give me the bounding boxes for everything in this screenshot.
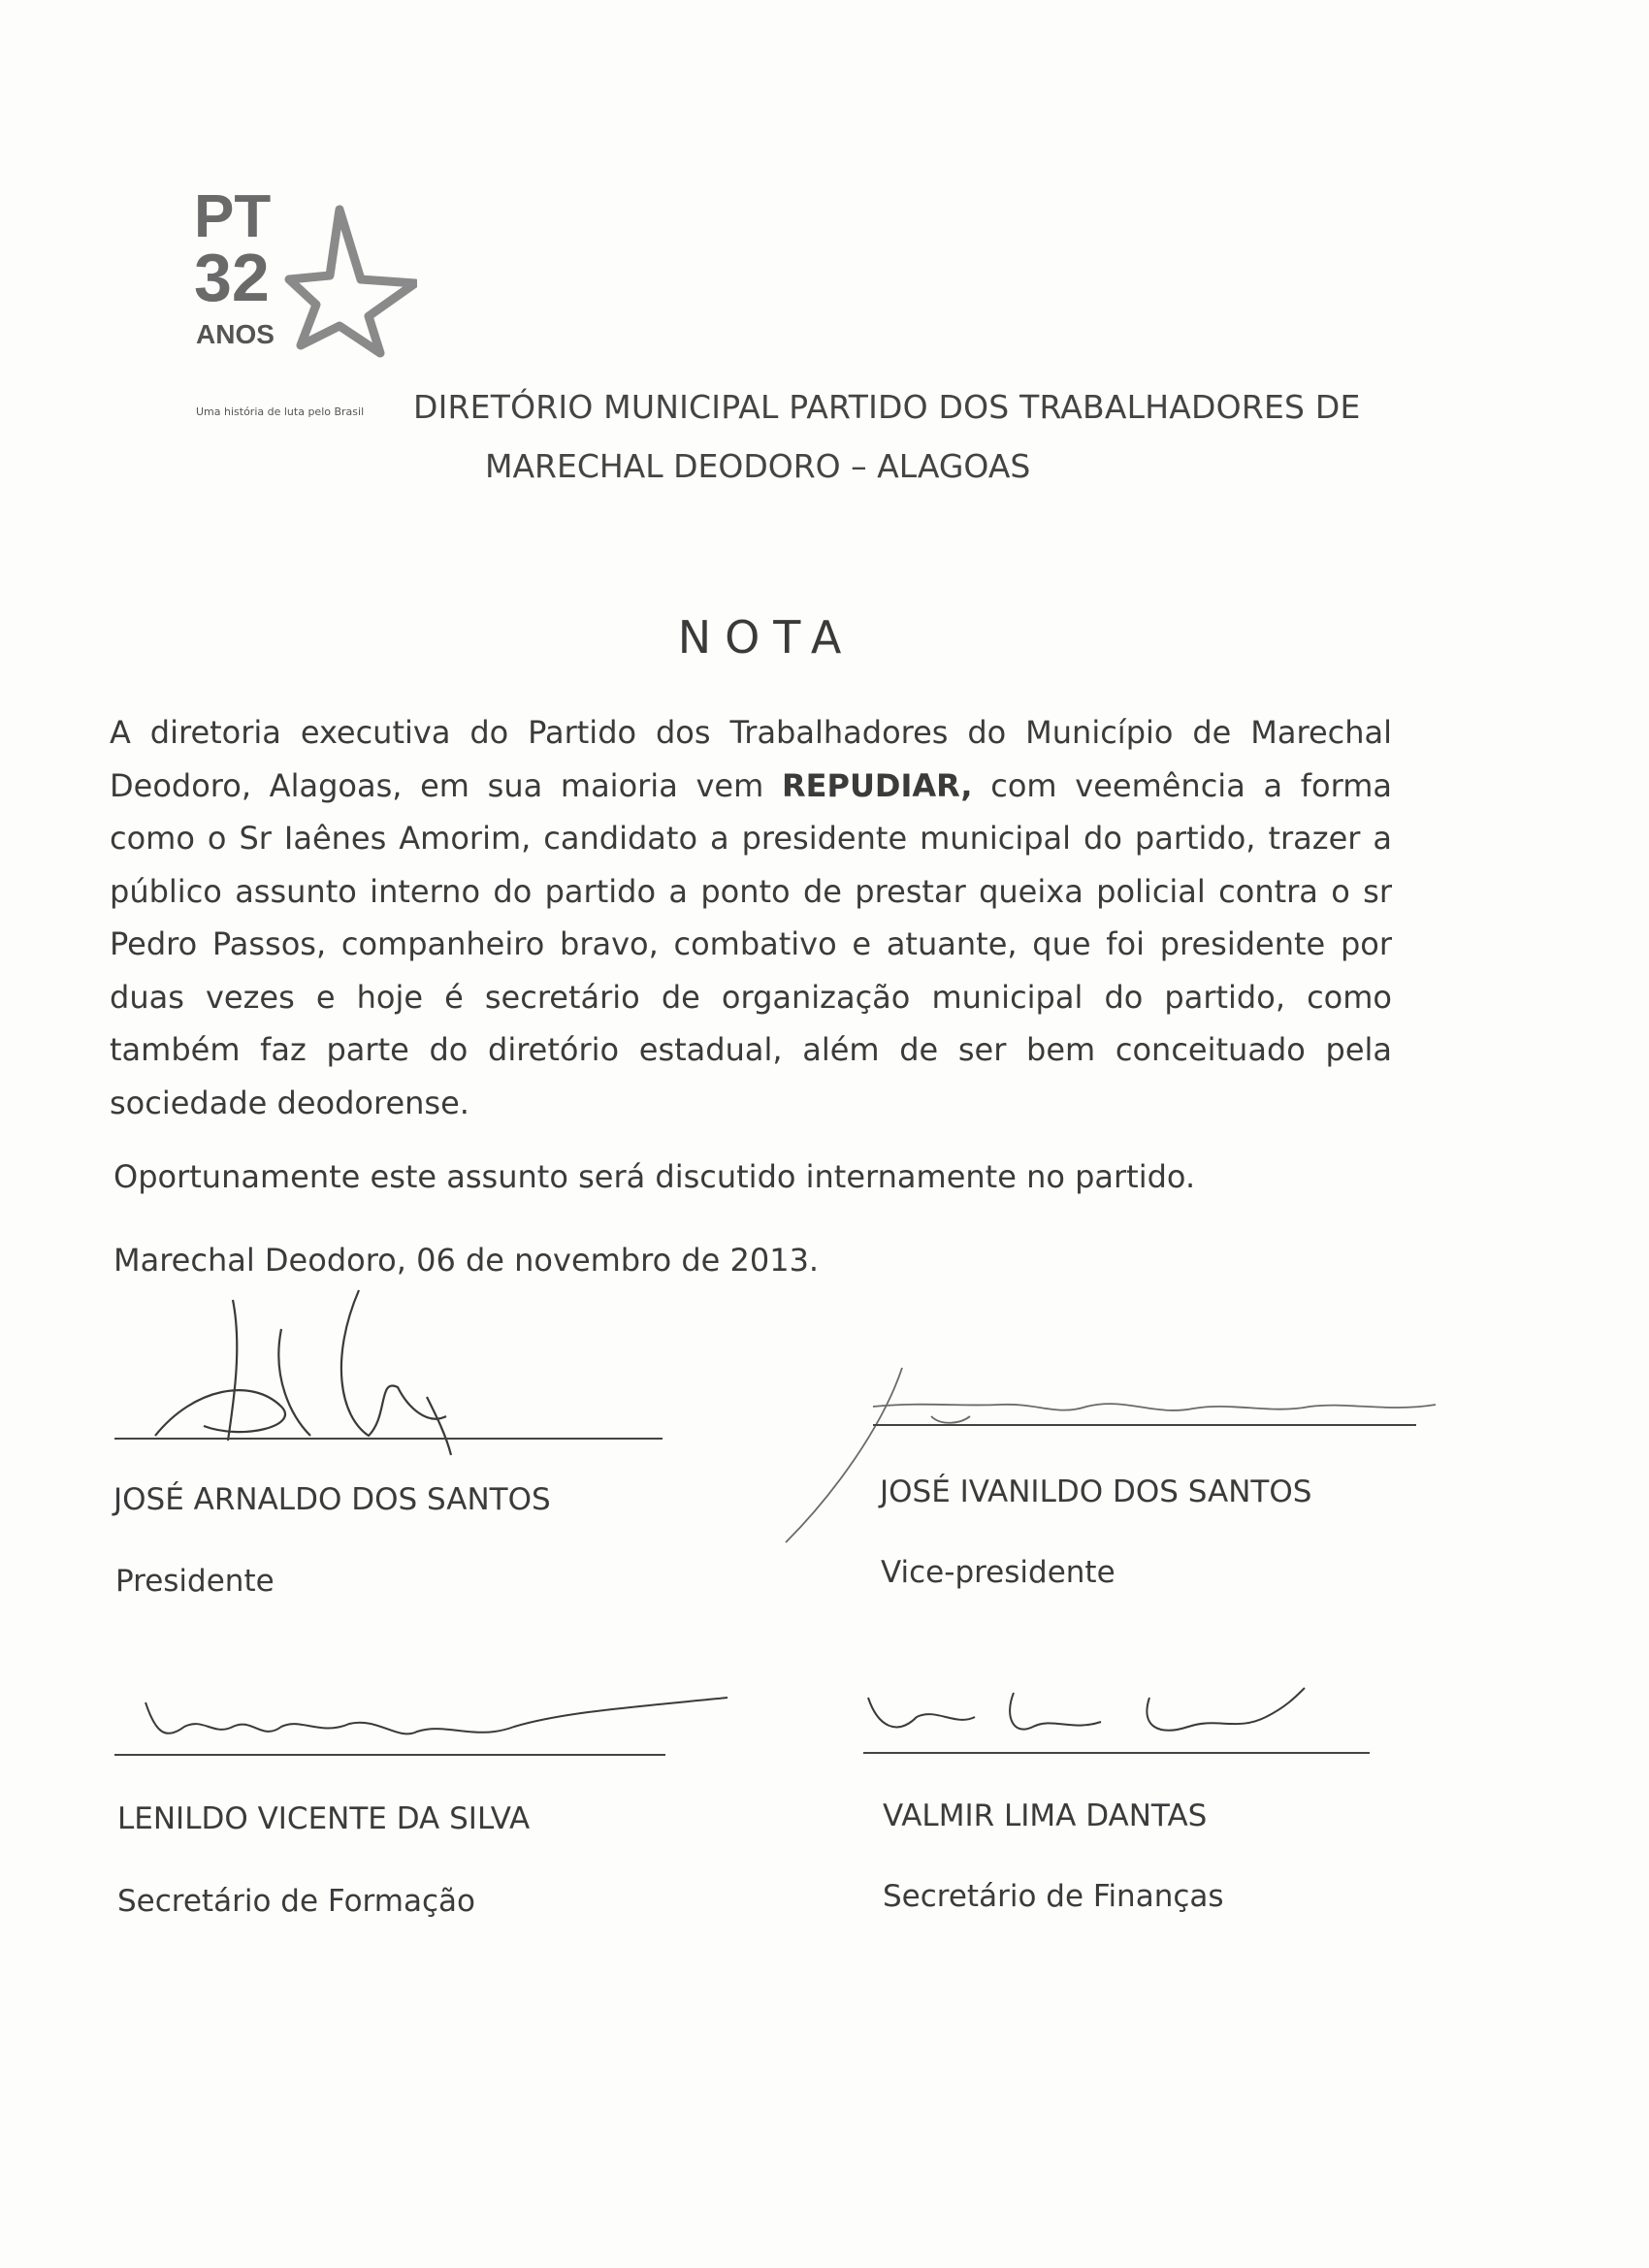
body-text-start: A diretoria executiva do Partido dos Trabalhadores do Município de Marechal Deodoro, Alagoas, em sua maioria vem xyxy=(110,714,1392,804)
signer-1-name: JOSÉ ARNALDO DOS SANTOS xyxy=(113,1482,551,1517)
body-text-emphasis: REPUDIAR, xyxy=(781,766,973,804)
signer-3-name: LENILDO VICENTE DA SILVA xyxy=(117,1801,531,1836)
logo-anos: ANOS xyxy=(196,319,275,349)
signature-line-4 xyxy=(863,1752,1370,1754)
signer-3-role: Secretário de Formação xyxy=(117,1884,475,1919)
pt-logo xyxy=(194,183,417,374)
signature-3 xyxy=(126,1673,747,1761)
signature-line-3 xyxy=(114,1754,665,1756)
header-line-1: DIRETÓRIO MUNICIPAL PARTIDO DOS TRABALHADORES DE xyxy=(413,388,1361,426)
signer-2-role: Vice-presidente xyxy=(881,1555,1116,1590)
signer-1-role: Presidente xyxy=(115,1564,275,1599)
signer-4-role: Secretário de Finanças xyxy=(883,1879,1224,1914)
signature-1 xyxy=(136,1271,543,1465)
logo-pt: PT xyxy=(194,183,272,250)
body-text-end: com veemência a forma como o Sr Iaênes Amorim, candidato a presidente municipal do partido, trazer a público assunto interno do partido a ponto de prestar queixa policial contra o sr Pedro Passos, companheiro bravo, combativo e atuante, que foi presidente por duas vezes e hoje é secretário de organização municipal do partido, como também faz parte do diretório estadual, além de ser bem conceituado pela sociedade deodorense. xyxy=(110,766,1393,1121)
signer-2-name: JOSÉ IVANILDO DOS SANTOS xyxy=(880,1474,1312,1509)
logo-tagline: Uma história de luta pelo Brasil xyxy=(196,405,365,418)
signer-4-name: VALMIR LIMA DANTAS xyxy=(883,1798,1208,1833)
body-paragraph-2: Oportunamente este assunto será discutido internamente no partido. xyxy=(113,1158,1196,1195)
signature-4 xyxy=(858,1669,1324,1756)
header-line-2: MARECHAL DEODORO – ALAGOAS xyxy=(485,447,1031,485)
document-title: NOTA xyxy=(677,611,856,664)
dateline: Marechal Deodoro, 06 de novembro de 2013. xyxy=(113,1242,820,1279)
signature-2 xyxy=(766,1348,1445,1552)
signature-line-1 xyxy=(114,1438,663,1440)
logo-32: 32 xyxy=(194,240,270,315)
body-paragraph-1 xyxy=(110,706,1392,1129)
signature-line-2 xyxy=(873,1424,1416,1426)
